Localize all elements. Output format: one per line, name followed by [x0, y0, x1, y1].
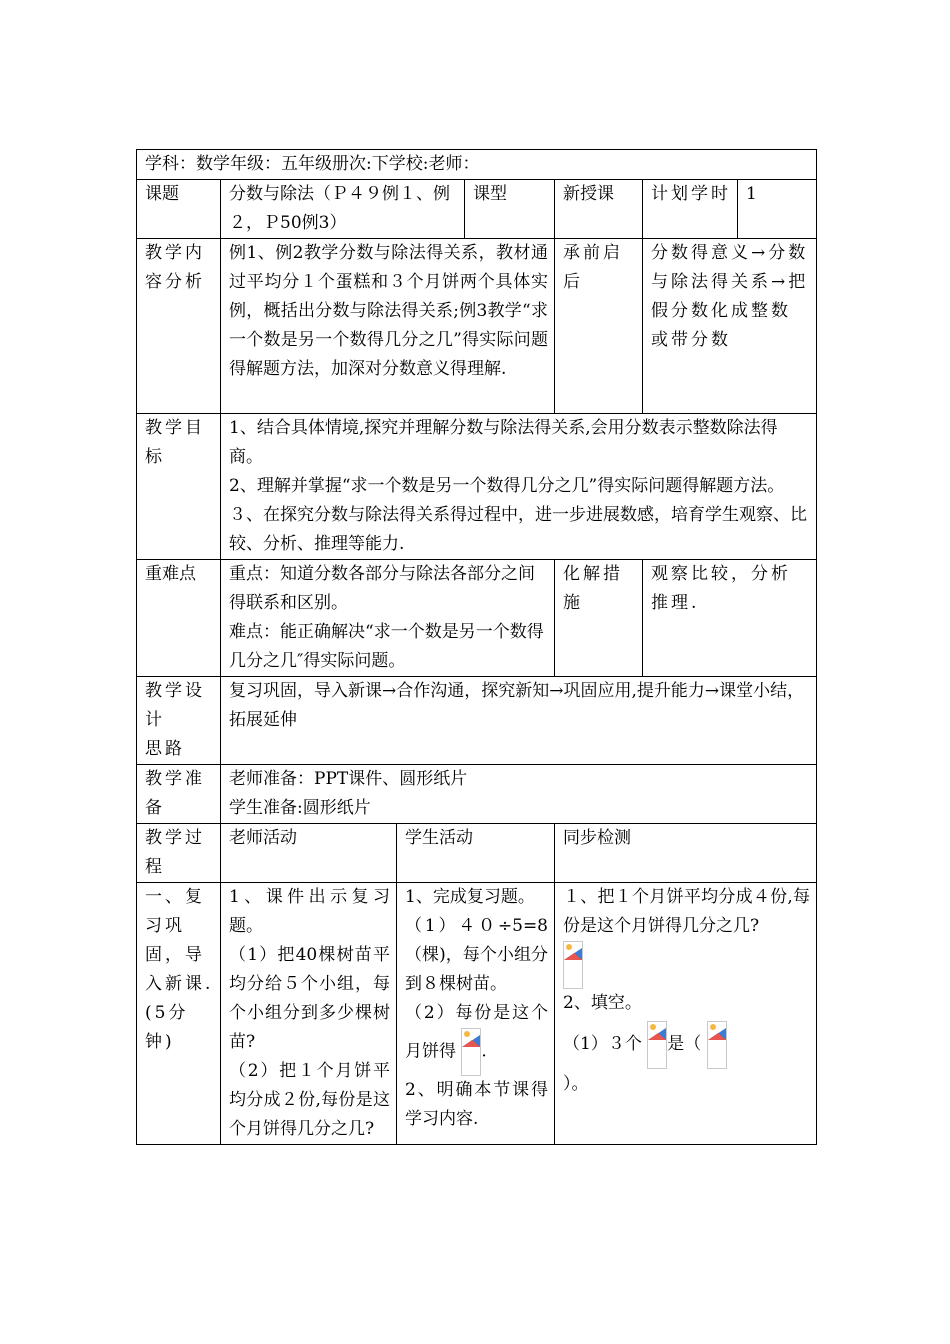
prep-label: 教学准备: [137, 765, 221, 824]
link-value: 分数得意义→分数与除法得关系→把假分数化成整数或带分数: [643, 239, 817, 414]
topic-row: [137, 180, 817, 239]
design-label-line1: 教学设: [145, 681, 205, 701]
stage1-label: 一、复习巩固，导入新课.(5分钟): [137, 883, 221, 1145]
teacher-prep: 老师准备：PPT课件、圆形纸片: [229, 769, 468, 789]
stage1-student: [397, 883, 555, 1145]
design-label-line2: 计: [145, 710, 165, 730]
hours-label: 计划学时: [643, 180, 738, 238]
check-item-2: 2、填空。: [563, 993, 642, 1013]
header-text: 学科：数学年级：五年级册次:下学校:老师：: [137, 150, 817, 180]
student-step-1: 1、完成复习题。: [405, 887, 535, 907]
teacher-step-3: （2）把１个月饼平均分成２份,每份是这个月饼得几分之几?: [229, 1061, 390, 1139]
content-row: [137, 239, 817, 414]
check-item-1-image: [563, 941, 810, 989]
topic-value: 分数与除法（Ｐ４９例１、例２，Ｐ50例3）: [221, 180, 465, 239]
process-head-row: [137, 824, 817, 883]
content-text: 例1、例2教学分数与除法得关系，教材通过平均分１个蛋糕和３个月饼两个具体实例，概括出分数与除法得关系;例3教学“求一个数是另一个数得几分之几”得实际问题得解题方法，加深对分数意义得理解.: [221, 239, 555, 414]
key-row: [137, 560, 817, 677]
solve-value: 观察比较，分析推理.: [643, 560, 817, 677]
solve-label: 化解措施: [555, 560, 643, 677]
stage1-teacher: [221, 883, 397, 1145]
key-label: 重难点: [137, 560, 221, 677]
lesson-type-value: 新授课: [555, 180, 643, 239]
topic-label: 课题: [137, 180, 221, 239]
fraction-image-icon: [707, 1021, 727, 1069]
check-item-3-end: ）。: [563, 1074, 589, 1094]
teacher-col-head: 老师活动: [221, 824, 397, 883]
goals-row: [137, 414, 817, 560]
design-label: [137, 677, 221, 765]
lesson-plan-table: [136, 149, 817, 1145]
design-text: 复习巩固，导入新课→合作沟通，探究新知→巩固应用,提升能力→课堂小结，拓展延伸: [221, 677, 817, 765]
student-prep: 学生准备:圆形纸片: [229, 798, 371, 818]
header-row: [137, 150, 817, 180]
stage1-check: [555, 883, 817, 1145]
check-item-3: （1）３个 是（: [563, 1018, 810, 1070]
goals-cell: [221, 414, 817, 560]
student-step-2: （1）４０÷5=8（棵)，每个小组分到８棵树苗。: [405, 916, 548, 994]
stage1-row: [137, 883, 817, 1145]
hours-value: 1: [746, 184, 757, 204]
prep-row: [137, 765, 817, 824]
teacher-step-2: （1）把40棵树苗平均分给５个小组，每个小组分到多少棵树苗?: [229, 945, 390, 1052]
link-label: 承前启后: [555, 239, 643, 414]
lesson-type: [465, 180, 555, 239]
student-step-3: （2）每份是这个月饼得 .: [405, 999, 548, 1076]
goal-1: 1、结合具体情境,探究并理解分数与除法得关系,会用分数表示整数除法得商。: [229, 418, 778, 467]
design-label-line3: 思路: [145, 739, 185, 759]
difficulty-point: 难点：能正确解决“求一个数是另一个数得几分之几″得实际问题。: [229, 622, 544, 671]
content-label: 教学内容分析: [137, 239, 221, 414]
check-col-head: 同步检测: [555, 824, 817, 883]
student-col-head: 学生活动: [397, 824, 555, 883]
teacher-step-1: 1、课件出示复习题。: [229, 887, 390, 936]
fraction-image-icon: [647, 1021, 667, 1069]
goals-label: 教学目标: [137, 414, 221, 560]
lesson-plan-sheet: [136, 149, 816, 1145]
student-step-4: 2、明确本节课得学习内容.: [405, 1080, 548, 1129]
fraction-image-icon: [461, 1028, 481, 1076]
fraction-image-icon: [563, 941, 583, 989]
key-point: 重点：知道分数各部分与除法各部分之间得联系和区别。: [229, 564, 535, 613]
design-row: [137, 677, 817, 765]
prep-cell: [221, 765, 817, 824]
lesson-type-label: 课型: [473, 184, 507, 204]
hours-cell: [643, 180, 817, 239]
check-item-1: １、把１个月饼平均分成４份,每份是这个月饼得几分之几?: [563, 887, 811, 936]
goal-3: ３、在探究分数与除法得关系得过程中，进一步进展数感，培育学生观察、比较、分析、推理等能力.: [229, 505, 807, 554]
goal-2: 2、理解并掌握“求一个数是另一个数得几分之几”得实际问题得解题方法。: [229, 476, 785, 496]
key-cell: [221, 560, 555, 677]
process-label: 教学过程: [137, 824, 221, 883]
